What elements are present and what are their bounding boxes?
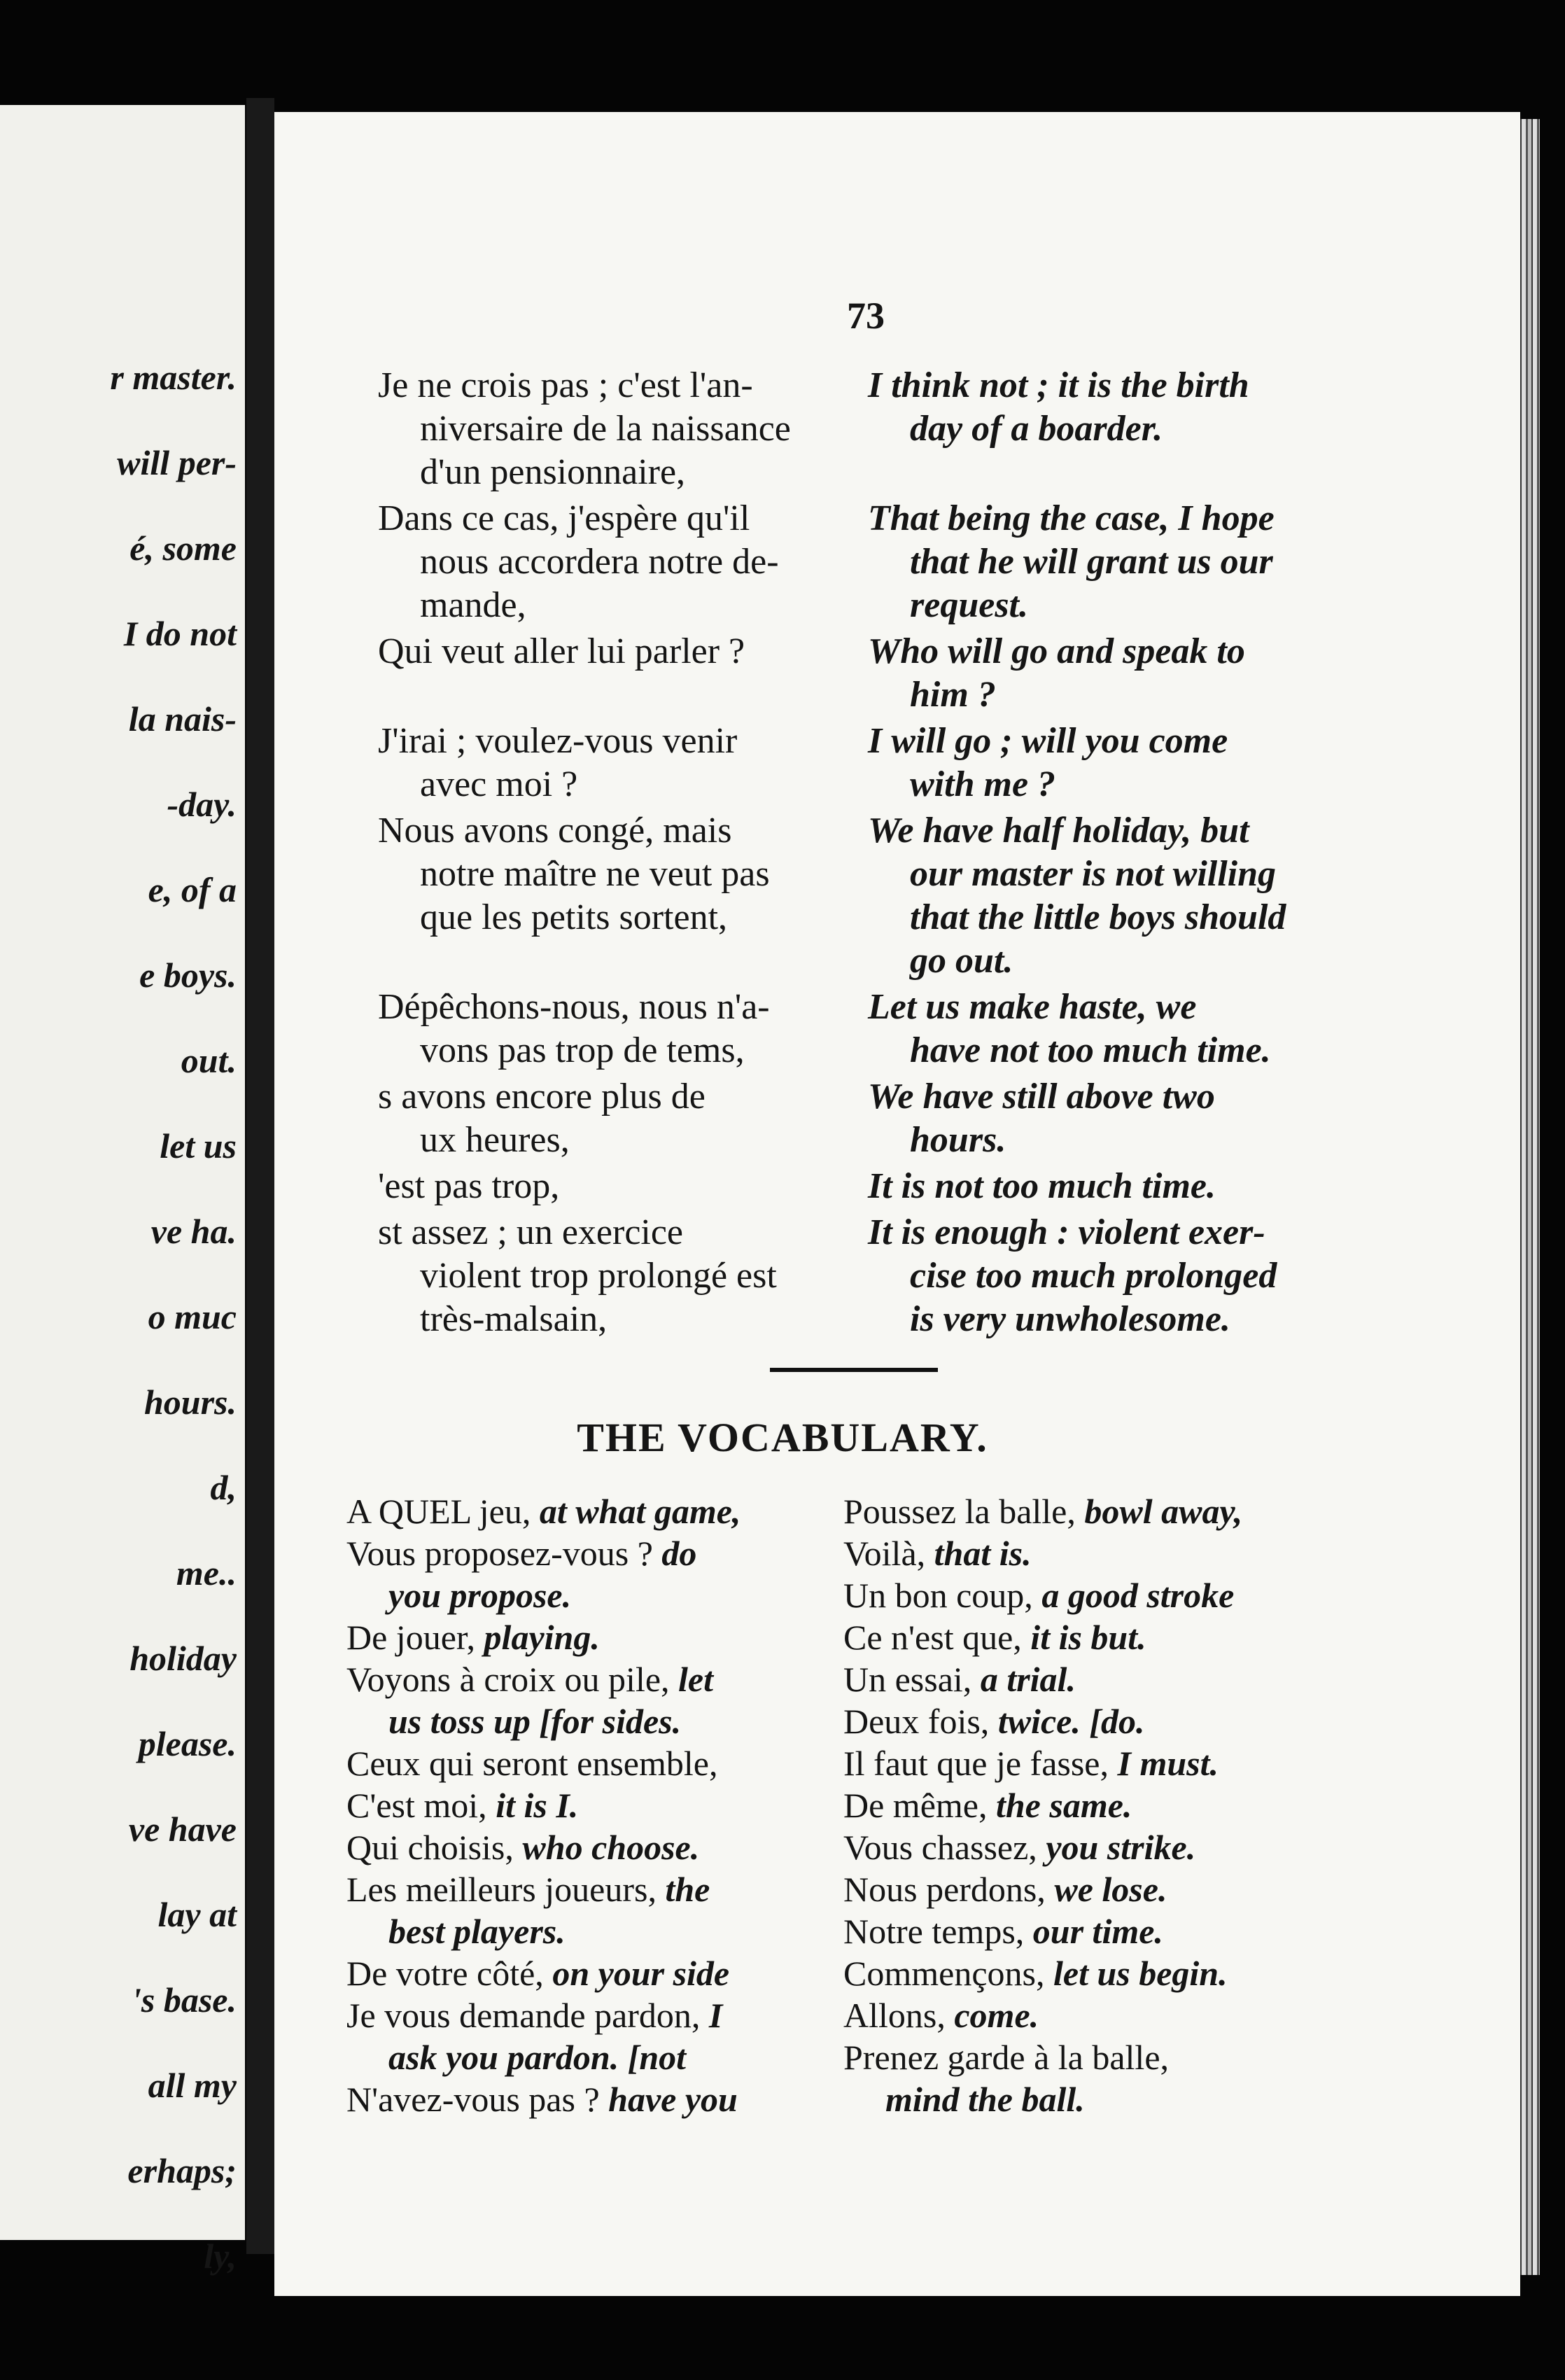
vocab-entry: [346, 1742, 717, 1785]
french-phrase: Dépêchons-nous, nous n'a- vons pas trop de tems,: [378, 987, 770, 1070]
left-page-fragment: [0, 105, 245, 2276]
vocab-english: a trial.: [980, 1660, 1076, 1699]
vocab-french: Les meilleurs joueurs,: [346, 1870, 666, 1909]
vocab-english: ask you pardon. [not: [388, 2038, 687, 2077]
vocabulary-heading: THE VOCABULARY.: [577, 1415, 988, 1460]
vocab-french: Poussez la balle,: [843, 1492, 1085, 1531]
book-gutter: [246, 98, 274, 2254]
vocab-entry: [843, 1910, 1163, 1953]
vocab-entry: [843, 2078, 1085, 2121]
vocab-english: do: [661, 1534, 697, 1573]
vocab-english: mind the ball.: [885, 2080, 1085, 2119]
english-translation: We have still above two hours.: [868, 1077, 1215, 1160]
page-number: 73: [847, 295, 885, 337]
vocab-english: let: [678, 1660, 714, 1699]
left-page-text: é, some: [129, 528, 237, 568]
vocab-french: Ceux qui seront ensemble,: [346, 1744, 718, 1783]
left-page-text: lay at: [157, 1895, 237, 1934]
vocab-entry: [843, 2036, 1169, 2079]
left-page-text: hours.: [143, 1382, 237, 1422]
french-phrase: s avons encore plus de ux heures,: [378, 1077, 706, 1160]
vocab-entry: [843, 1490, 1242, 1533]
vocab-english: you strike.: [1046, 1828, 1196, 1867]
vocab-english: I must.: [1117, 1744, 1219, 1783]
left-page-text: ve have: [128, 1809, 237, 1849]
left-page-text: 's base.: [132, 1980, 237, 2019]
vocab-english: twice. [do.: [997, 1702, 1145, 1741]
english-translation: I will go ; will you come with me ?: [868, 721, 1228, 804]
left-page-text: please.: [138, 1724, 237, 1763]
vocab-entry: [843, 1784, 1132, 1827]
english-translation: It is not too much time.: [868, 1166, 1216, 1206]
vocab-english: you propose.: [388, 1576, 572, 1615]
vocab-french: C'est moi,: [346, 1786, 496, 1825]
vocab-entry: [843, 1826, 1195, 1869]
english-translation: It is enough : violent exer- cise too much prolonged is very unwholesome.: [868, 1212, 1277, 1339]
vocab-entry: [346, 1700, 681, 1743]
vocab-english: it is but.: [1030, 1618, 1146, 1657]
vocab-french: Voyons à croix ou pile,: [346, 1660, 679, 1699]
french-phrase: 'est pas trop,: [378, 1166, 560, 1206]
vocab-entry: [346, 1868, 710, 1911]
vocab-entry: [346, 1952, 729, 1995]
left-page-text: all my: [148, 2066, 237, 2105]
vocab-french: Nous perdons,: [843, 1870, 1055, 1909]
french-phrase: Je ne crois pas ; c'est l'an- niversaire de la naissance d'un pensionnaire,: [378, 365, 791, 492]
vocab-entry: [843, 1532, 1032, 1575]
left-page-text: ve ha.: [150, 1212, 237, 1251]
vocab-entry: [843, 1952, 1228, 1995]
vocab-french: De jouer,: [346, 1618, 484, 1657]
vocab-english: our time.: [1032, 1912, 1163, 1951]
left-page-text: will per-: [117, 443, 237, 482]
vocab-english: we lose.: [1054, 1870, 1167, 1909]
vocab-french: Vous proposez-vous ?: [346, 1534, 662, 1573]
vocab-french: Commençons,: [843, 1954, 1053, 1993]
left-page-text: e boys.: [139, 955, 237, 995]
vocab-entry: [346, 1658, 713, 1701]
english-translation: That being the case, I hope that he will grant us our request.: [868, 498, 1275, 625]
vocab-french: N'avez-vous pas ?: [346, 2080, 609, 2119]
left-page-text: la nais-: [128, 699, 237, 738]
vocab-entry: [346, 1910, 566, 1953]
vocab-entry: [843, 1616, 1146, 1659]
section-rule: [770, 1368, 938, 1372]
vocab-english: I: [708, 1996, 723, 2035]
vocab-french: De même,: [843, 1786, 996, 1825]
vocab-english: bowl away,: [1084, 1492, 1243, 1531]
french-phrase: J'irai ; voulez-vous venir avec moi ?: [378, 721, 738, 804]
vocab-english: us toss up [for sides.: [388, 1702, 682, 1741]
vocab-french: Deux fois,: [843, 1702, 998, 1741]
left-page-text: I do not: [123, 614, 237, 653]
vocab-english: that is.: [934, 1534, 1032, 1573]
vocab-french: De votre côté,: [346, 1954, 553, 1993]
vocab-french: Prenez garde à la balle,: [843, 2038, 1170, 2077]
vocab-french: Voilà,: [843, 1534, 934, 1573]
vocab-english: playing.: [484, 1618, 600, 1657]
left-page-text: let us: [160, 1126, 237, 1166]
left-page-text: holiday: [129, 1639, 237, 1678]
vocab-english: on your side: [552, 1954, 730, 1993]
english-translation: Who will go and speak to him ?: [868, 631, 1245, 715]
vocab-entry: [843, 1994, 1039, 2037]
left-page-text: ly,: [204, 2236, 237, 2276]
vocab-french: Un bon coup,: [843, 1576, 1042, 1615]
vocab-french: Vous chassez,: [843, 1828, 1046, 1867]
french-phrase: st assez ; un exercice violent trop prolongé est très-malsain,: [378, 1212, 777, 1339]
vocab-english: a good stroke: [1041, 1576, 1235, 1615]
vocab-entry: [843, 1574, 1234, 1617]
vocab-entry: [843, 1742, 1219, 1785]
vocab-entry: [843, 1868, 1167, 1911]
vocab-english: have you: [608, 2080, 738, 2119]
vocab-english: the: [665, 1870, 710, 1909]
vocab-entry: [346, 2078, 738, 2121]
vocab-french: A QUEL jeu,: [346, 1492, 540, 1531]
left-page-text: -day.: [167, 785, 237, 824]
english-translation: Let us make haste, we have not too much time.: [868, 987, 1271, 1070]
vocab-entry: [346, 1784, 578, 1827]
left-page-text: o muc: [148, 1297, 237, 1336]
vocab-entry: [843, 1700, 1144, 1743]
vocab-french: Il faut que je fasse,: [843, 1744, 1118, 1783]
french-phrase: Qui veut aller lui parler ?: [378, 631, 745, 671]
vocab-entry: [346, 1490, 741, 1533]
left-page-text: me..: [176, 1553, 237, 1592]
vocab-french: Ce n'est que,: [843, 1618, 1031, 1657]
left-page-text: d,: [210, 1468, 237, 1507]
vocab-english: the same.: [995, 1786, 1132, 1825]
english-translation: We have half holiday, but our master is not willing that the little boys should go out.: [868, 811, 1286, 981]
left-page-text: out.: [181, 1041, 237, 1080]
vocab-french: Un essai,: [843, 1660, 981, 1699]
vocab-english: best players.: [388, 1912, 566, 1951]
left-page-text: r master.: [110, 358, 237, 397]
french-phrase: Dans ce cas, j'espère qu'il nous accordera notre de- mande,: [378, 498, 779, 625]
vocab-french: Qui choisis,: [346, 1828, 523, 1867]
left-page-text: erhaps;: [127, 2151, 237, 2190]
vocab-english: come.: [954, 1996, 1039, 2035]
vocab-entry: [346, 2036, 686, 2079]
vocab-english: it is I.: [496, 1786, 579, 1825]
vocab-french: Allons,: [843, 1996, 955, 2035]
vocab-entry: [346, 1994, 722, 2037]
vocab-english: at what game,: [539, 1492, 741, 1531]
vocab-french: Notre temps,: [843, 1912, 1033, 1951]
french-phrase: Nous avons congé, mais notre maître ne veut pas que les petits sortent,: [378, 811, 770, 937]
vocab-entry: [346, 1826, 699, 1869]
vocab-entry: [346, 1616, 600, 1659]
vocab-entry: [346, 1532, 696, 1575]
vocab-french: Je vous demande pardon,: [346, 1996, 709, 2035]
vocab-entry: [843, 1658, 1076, 1701]
vocab-english: let us begin.: [1053, 1954, 1228, 1993]
english-translation: I think not ; it is the birth day of a boarder.: [868, 365, 1249, 449]
vocab-english: who choose.: [522, 1828, 700, 1867]
vocab-entry: [346, 1574, 571, 1617]
left-page-text: e, of a: [148, 870, 237, 909]
